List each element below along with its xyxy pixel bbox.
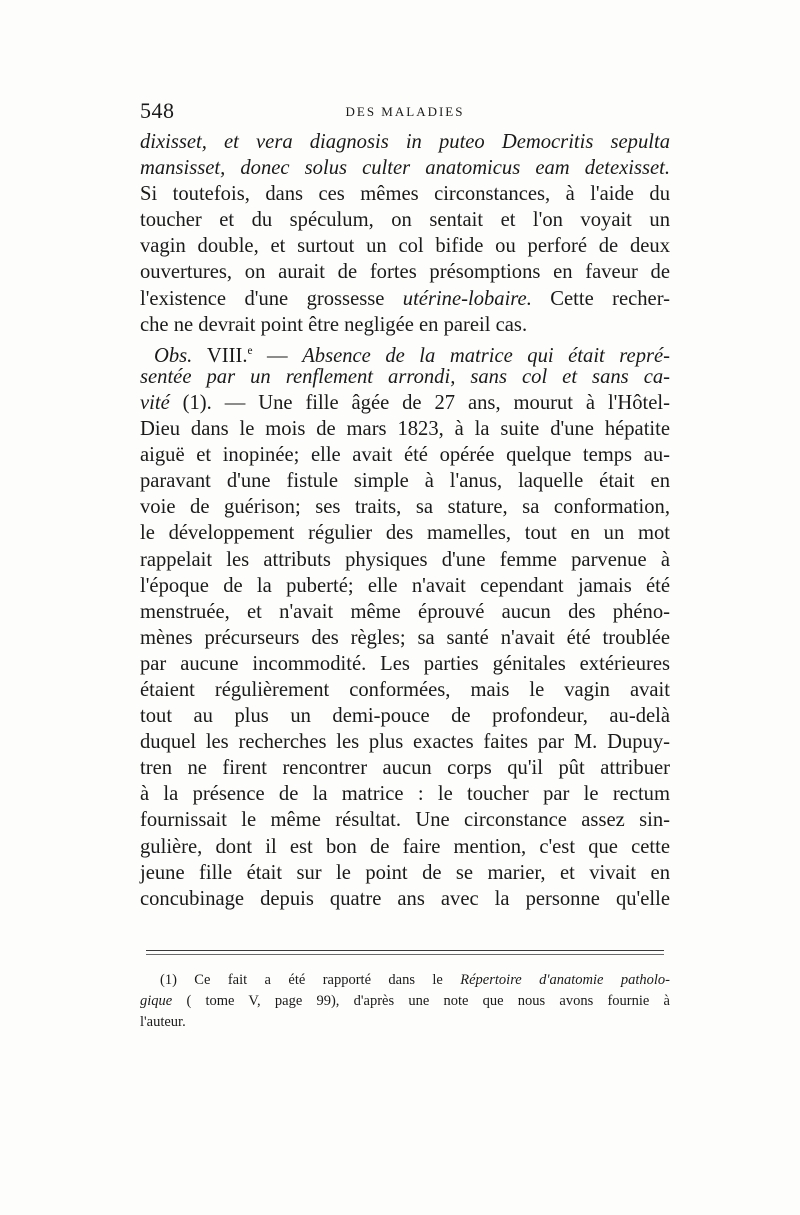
footnote-text-segment: (1) Ce fait a été rapporté dans le <box>160 972 461 988</box>
body-text-segment: toucher et du spéculum, on sentait et l'on voyait un <box>140 209 670 232</box>
body-line <box>140 547 670 573</box>
body-line <box>140 599 670 625</box>
body-line <box>140 312 670 338</box>
body-italic-segment: mansisset, donec solus culter anatomicus eam detexisset. <box>140 157 670 180</box>
footnote-italic-segment: gique <box>140 993 173 1009</box>
body-text-segment: l'existence d'une grossesse <box>140 287 403 310</box>
body-text-segment: à la présence de la matrice : le toucher par le rectum <box>140 783 670 806</box>
footnote-line <box>140 970 670 991</box>
body-text <box>140 129 670 912</box>
footnote-rule <box>146 950 664 951</box>
body-text-segment: che ne devrait point être negligée en pareil cas. <box>140 313 528 336</box>
body-italic-segment: utérine-lobaire. <box>402 287 532 310</box>
footnote-rule-secondary <box>146 954 664 955</box>
body-text-segment: tout au plus un demi-pouce de profondeur, au-delà <box>140 705 670 728</box>
body-line <box>140 494 670 520</box>
body-text-segment: ouvertures, on aurait de fortes présomptions en faveur de <box>140 261 670 284</box>
body-text-segment: duquel les recherches les plus exactes faites par M. Dupuy- <box>140 731 670 754</box>
body-line <box>140 729 670 755</box>
body-text-segment: vagin double, et surtout un col bifide ou perforé de deux <box>140 235 670 258</box>
body-text-segment: tren ne firent rencontrer aucun corps qu'il pût attribuer <box>140 757 670 780</box>
body-line <box>140 259 670 285</box>
body-text-segment: rappelait les attributs physiques d'une femme parvenue à <box>140 548 670 571</box>
footnote-italic-segment: Répertoire d'anatomie patholo- <box>460 972 670 988</box>
body-line <box>140 651 670 677</box>
body-line <box>140 442 670 468</box>
body-text-segment: concubinage depuis quatre ans avec la personne qu'elle <box>140 887 670 910</box>
footnote <box>140 970 670 1033</box>
body-line <box>140 807 670 833</box>
body-line <box>140 573 670 599</box>
body-italic-segment: Absence de la matrice qui était repré- <box>302 344 671 367</box>
body-line <box>140 468 670 494</box>
body-line <box>140 129 670 155</box>
footnote-text-segment: ( tome V, page 99), d'après une note que nous avons fournie à <box>172 993 670 1009</box>
body-line <box>140 860 670 886</box>
body-text-segment: aiguë et inopinée; elle avait été opérée quelque temps au- <box>140 444 670 467</box>
body-line <box>140 338 671 367</box>
body-line <box>140 703 670 729</box>
running-head <box>140 98 670 128</box>
footnote-line <box>140 1012 670 1033</box>
body-line <box>140 416 670 442</box>
body-text-segment: Si toutefois, dans ces mêmes circonstances, à l'aide du <box>140 183 670 206</box>
body-line <box>140 207 670 233</box>
body-italic-segment: sentée par un renflement arrondi, sans col et sans ca- <box>140 365 670 388</box>
running-title: DES MALADIES <box>345 104 465 119</box>
body-text-segment: fournissait le même résultat. Une circonstance assez sin- <box>140 809 670 832</box>
body-line <box>140 520 670 546</box>
body-text-segment: jeune fille était sur le point de se marier, et vivait en <box>140 861 670 884</box>
footnote-text-segment: l'auteur. <box>140 1014 186 1030</box>
body-text-segment: e <box>247 344 253 357</box>
body-text-segment: par aucune incommodité. Les parties génitales extérieures <box>140 652 670 675</box>
body-italic-segment: Obs. <box>154 344 207 367</box>
body-text-segment: (1). — Une fille âgée de 27 ans, mourut à l'Hôtel- <box>169 391 670 414</box>
body-line <box>140 390 670 416</box>
body-text-segment: gulière, dont il est bon de faire mention, c'est que cette <box>140 835 670 858</box>
body-line <box>140 233 670 259</box>
body-text-segment: menstruée, et n'avait même éprouvé aucun des phéno- <box>140 600 670 623</box>
body-text-segment: Cette recher- <box>531 287 670 310</box>
body-text-segment: Dieu dans le mois de mars 1823, à la suite d'une hépatite <box>140 418 670 441</box>
body-text-segment: — <box>252 344 303 367</box>
body-line <box>140 834 670 860</box>
body-italic-segment: dixisset, et vera diagnosis in puteo Democritis sepulta <box>140 131 670 153</box>
body-text-segment: l'époque de la puberté; elle n'avait cependant jamais été <box>140 574 670 597</box>
body-italic-segment: vité <box>140 391 170 414</box>
body-text-segment: VIII. <box>206 344 248 367</box>
body-text-segment: voie de guérison; ses traits, sa stature, sa conformation, <box>140 496 670 519</box>
body-line <box>140 155 670 181</box>
body-line <box>140 181 670 207</box>
body-text-segment: le développement régulier des mamelles, tout en un mot <box>140 522 670 545</box>
body-line <box>140 755 670 781</box>
body-text-segment: étaient régulièrement conformées, mais le vagin avait <box>140 678 670 701</box>
body-line <box>140 677 670 703</box>
body-line <box>140 886 670 912</box>
body-line <box>140 364 670 390</box>
body-line <box>140 286 670 312</box>
page-number: 548 <box>140 98 175 123</box>
body-text-segment: mènes précurseurs des règles; sa santé n'avait été troublée <box>140 626 670 649</box>
body-line <box>140 781 670 807</box>
footnote-line <box>140 991 670 1012</box>
body-text-segment: paravant d'une fistule simple à l'anus, laquelle était en <box>140 470 670 493</box>
body-line <box>140 625 670 651</box>
